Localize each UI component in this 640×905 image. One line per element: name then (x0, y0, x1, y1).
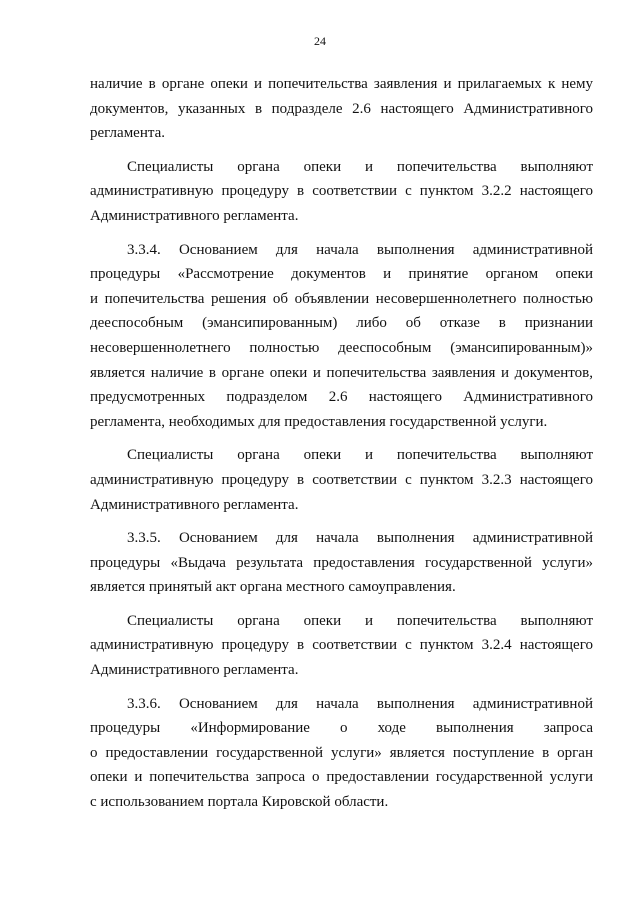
text-line: документов, указанных в подразделе 2.6 настоящего Административного (90, 100, 593, 117)
body-text (90, 72, 593, 815)
text-line: Специалисты органа опеки и попечительства выполняют (127, 158, 593, 175)
text-line: Административного регламента. (90, 662, 299, 679)
text-line: административную процедуру в соответствии с пунктом 3.2.3 настоящего (90, 471, 593, 488)
text-line: процедуры «Выдача результата предоставления государственной услуги» (90, 554, 593, 571)
text-line: с использованием портала Кировской области. (90, 794, 389, 811)
text-line: 3.3.6. Основанием для начала выполнения административной (127, 695, 593, 712)
text-line: опеки и попечительства запроса о предоставлении государственной услуги (90, 769, 593, 786)
text-line: Специалисты органа опеки и попечительства выполняют (127, 612, 593, 629)
text-line: процедуры «Информирование о ходе выполнения запроса (90, 720, 593, 737)
text-line: несовершеннолетнего полностью дееспособным (эмансипированным)» (90, 339, 593, 356)
text-line: регламента, необходимых для предоставления государственной услуги. (90, 413, 548, 430)
text-line: является наличие в органе опеки и попечительства заявления и документов, (90, 364, 593, 381)
text-line: 3.3.5. Основанием для начала выполнения административной (127, 530, 593, 547)
page-number: 24 (314, 34, 326, 48)
text-line: Административного регламента. (90, 207, 299, 224)
text-line: о предоставлении государственной услуги» является поступление в орган (90, 744, 593, 761)
text-line: 3.3.4. Основанием для начала выполнения административной (127, 241, 593, 258)
text-line: предусмотренных подразделом 2.6 настоящего Административного (90, 389, 593, 406)
text-line: административную процедуру в соответствии с пунктом 3.2.2 настоящего (90, 183, 593, 200)
text-line: является принятый акт органа местного самоуправления. (90, 579, 456, 596)
text-line: процедуры «Рассмотрение документов и принятие органом опеки (90, 266, 593, 283)
text-line: наличие в органе опеки и попечительства заявления и прилагаемых к нему (90, 76, 593, 92)
text-line: Административного регламента. (90, 496, 299, 513)
text-line: дееспособным (эмансипированным) либо об отказе в признании (90, 315, 593, 332)
text-line: и попечительства решения об объявлении несовершеннолетнего полностью (90, 290, 593, 307)
text-line: административную процедуру в соответствии с пунктом 3.2.4 настоящего (90, 637, 593, 654)
text-line: регламента. (90, 125, 166, 142)
text-line: Специалисты органа опеки и попечительства выполняют (127, 447, 593, 464)
